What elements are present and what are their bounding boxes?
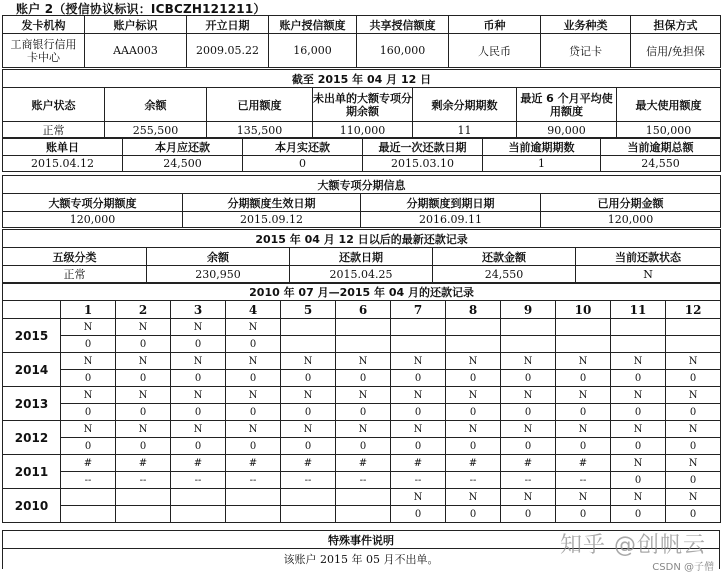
value-due-amount: 24,500 (123, 156, 243, 172)
status-cell: N (61, 353, 116, 370)
status-cell: N (501, 353, 556, 370)
amount-cell: 0 (116, 336, 171, 353)
amount-cell: 0 (611, 438, 666, 455)
amount-cell: 0 (666, 438, 721, 455)
status-cell: # (336, 455, 391, 472)
account-title: 账户 2（授信协议标识：ICBCZH121211） (16, 2, 266, 16)
month-header: 5 (281, 301, 336, 319)
month-header: 1 (61, 301, 116, 319)
value-repay-amount: 24,550 (433, 266, 576, 283)
amount-cell: 0 (171, 438, 226, 455)
amount-cell: 0 (116, 438, 171, 455)
month-header: 11 (611, 301, 666, 319)
status-cell: N (391, 387, 446, 404)
history-status-row (3, 421, 721, 438)
header-card-issuer: 发卡机构 (3, 16, 85, 34)
month-header: 4 (226, 301, 281, 319)
status-cell: N (666, 353, 721, 370)
amount-cell (281, 336, 336, 353)
status-cell: # (556, 455, 611, 472)
status-cell: N (501, 421, 556, 438)
status-cell: N (281, 387, 336, 404)
status-cell: N (226, 353, 281, 370)
month-header: 7 (391, 301, 446, 319)
status-cell (281, 319, 336, 336)
special-title: 特殊事件说明 (3, 531, 720, 549)
amount-cell (171, 506, 226, 523)
status-cell (501, 319, 556, 336)
watermark-small: CSDN @子僧 (652, 562, 714, 573)
status-cell: N (611, 455, 666, 472)
amount-cell: 0 (391, 404, 446, 421)
status-cell: N (116, 319, 171, 336)
history-status-row (3, 387, 721, 404)
value-business-type: 贷记卡 (541, 34, 631, 68)
value-guarantee: 信用/免担保 (631, 34, 721, 68)
as-of-band (3, 70, 721, 88)
status-cell: N (171, 421, 226, 438)
repayment-history-table (2, 283, 721, 523)
status-cell: N (501, 387, 556, 404)
value-installment-limit: 120,000 (3, 212, 183, 228)
amount-cell: -- (226, 472, 281, 489)
amount-cell: -- (61, 472, 116, 489)
amount-cell: 0 (556, 404, 611, 421)
status-cell (336, 489, 391, 506)
amount-cell: 0 (391, 370, 446, 387)
status-cell: N (226, 387, 281, 404)
status-cell: N (666, 489, 721, 506)
status-cell: # (501, 455, 556, 472)
month-corner (3, 301, 61, 319)
value-balance: 255,500 (105, 122, 207, 139)
amount-cell: 0 (666, 506, 721, 523)
status-cell: N (116, 387, 171, 404)
header-installment-used: 已用分期金额 (541, 194, 721, 212)
month-header: 9 (501, 301, 556, 319)
latest-title: 2015 年 04 月 12 日以后的最新还款记录 (3, 230, 721, 248)
status-cell: # (116, 455, 171, 472)
status-cell: N (446, 489, 501, 506)
watermark: 知乎 @创帆云 (560, 533, 706, 558)
amount-cell: 0 (391, 438, 446, 455)
status-cell (226, 489, 281, 506)
amount-cell: -- (116, 472, 171, 489)
history-amount-row (3, 336, 721, 353)
status-cell: N (116, 421, 171, 438)
amount-cell: 0 (61, 336, 116, 353)
header-repay-status: 当前还款状态 (576, 248, 721, 266)
history-band (3, 284, 721, 301)
status-cell: N (501, 489, 556, 506)
month-header: 8 (446, 301, 501, 319)
amount-cell: 0 (501, 404, 556, 421)
amount-cell: 0 (61, 370, 116, 387)
history-status-row (3, 455, 721, 472)
value-account-status: 正常 (3, 122, 105, 139)
header-remaining-periods: 剩余分期期数 (413, 88, 517, 122)
history-amount-row (3, 506, 721, 523)
amount-cell: -- (281, 472, 336, 489)
amount-cell (116, 506, 171, 523)
status-header-row (3, 88, 721, 122)
status-cell: N (556, 421, 611, 438)
header-last-payment-date: 最近一次还款日期 (363, 138, 483, 156)
amount-cell (556, 336, 611, 353)
status-cell: N (556, 387, 611, 404)
header-overdue-periods: 当前逾期期数 (483, 138, 601, 156)
value-latest-balance: 230,950 (147, 266, 290, 283)
header-installment-limit: 大额专项分期额度 (3, 194, 183, 212)
amount-cell (281, 506, 336, 523)
history-amount-row (3, 438, 721, 455)
header-guarantee: 担保方式 (631, 16, 721, 34)
header-repay-date: 还款日期 (290, 248, 433, 266)
month-header-row (3, 301, 721, 319)
value-repay-date: 2015.04.25 (290, 266, 433, 283)
value-card-issuer: 工商银行信用卡中心 (3, 34, 85, 68)
amount-cell: 0 (116, 370, 171, 387)
amount-cell: 0 (446, 404, 501, 421)
value-remaining-periods: 11 (413, 122, 517, 139)
status-cell: N (171, 319, 226, 336)
status-cell: N (391, 353, 446, 370)
status-cell: N (171, 387, 226, 404)
amount-cell: 0 (171, 336, 226, 353)
status-cell (611, 319, 666, 336)
value-overdue-total: 24,550 (601, 156, 721, 172)
status-cell: # (171, 455, 226, 472)
amount-cell: 0 (61, 404, 116, 421)
latest-repayment-table (2, 229, 721, 283)
status-cell (61, 489, 116, 506)
amount-cell: 0 (61, 438, 116, 455)
as-of-title: 截至 2015 年 04 月 12 日 (3, 70, 721, 88)
status-value-row (3, 122, 721, 139)
amount-cell: 0 (556, 370, 611, 387)
installment-band (3, 176, 721, 194)
year-label: 2010 (3, 489, 61, 523)
history-status-row (3, 353, 721, 370)
value-currency: 人民币 (449, 34, 541, 68)
installment-header-row (3, 194, 721, 212)
month-header: 12 (666, 301, 721, 319)
amount-cell: -- (171, 472, 226, 489)
billing-table (2, 137, 721, 172)
amount-cell: 0 (336, 370, 391, 387)
value-paid-amount: 0 (243, 156, 363, 172)
value-avg-usage: 90,000 (517, 122, 617, 139)
status-cell: N (61, 319, 116, 336)
status-cell: N (446, 387, 501, 404)
amount-cell: 0 (171, 404, 226, 421)
value-installment-used: 120,000 (541, 212, 721, 228)
status-cell (171, 489, 226, 506)
amount-cell: 0 (336, 438, 391, 455)
status-cell: N (391, 489, 446, 506)
status-cell: N (116, 353, 171, 370)
value-credit-limit: 16,000 (269, 34, 357, 68)
value-installment-start: 2015.09.12 (183, 212, 361, 228)
status-cell: N (611, 353, 666, 370)
header-overdue-total: 当前逾期总额 (601, 138, 721, 156)
status-cell: N (556, 353, 611, 370)
history-amount-row (3, 404, 721, 421)
amount-cell: 0 (226, 370, 281, 387)
amount-cell: -- (556, 472, 611, 489)
installment-table (2, 175, 721, 228)
value-used-limit: 135,500 (207, 122, 313, 139)
amount-cell (336, 506, 391, 523)
amount-cell (611, 336, 666, 353)
amount-cell: 0 (281, 404, 336, 421)
status-cell: N (336, 387, 391, 404)
status-cell (336, 319, 391, 336)
value-shared-limit: 160,000 (357, 34, 449, 68)
header-account-id: 账户标识 (85, 16, 187, 34)
amount-cell: 0 (446, 370, 501, 387)
installment-title: 大额专项分期信息 (3, 176, 721, 194)
status-cell: N (336, 421, 391, 438)
status-cell: N (611, 387, 666, 404)
header-open-date: 开立日期 (187, 16, 269, 34)
amount-cell (501, 336, 556, 353)
status-cell: N (281, 421, 336, 438)
amount-cell: 0 (666, 472, 721, 489)
history-amount-row (3, 370, 721, 387)
amount-cell: 0 (446, 506, 501, 523)
month-header: 3 (171, 301, 226, 319)
header-shared-limit: 共享授信额度 (357, 16, 449, 34)
header-bill-date: 账单日 (3, 138, 123, 156)
amount-cell: 0 (171, 370, 226, 387)
amount-cell: 0 (226, 336, 281, 353)
amount-cell: 0 (556, 506, 611, 523)
header-balance: 余额 (105, 88, 207, 122)
status-cell (446, 319, 501, 336)
amount-cell: 0 (336, 404, 391, 421)
value-five-class: 正常 (3, 266, 147, 283)
header-credit-limit: 账户授信额度 (269, 16, 357, 34)
amount-cell: 0 (226, 438, 281, 455)
header-installment-start: 分期额度生效日期 (183, 194, 361, 212)
status-cell: N (446, 421, 501, 438)
amount-cell: 0 (391, 506, 446, 523)
amount-cell (446, 336, 501, 353)
status-cell: N (61, 421, 116, 438)
header-max-usage: 最大使用额度 (617, 88, 721, 122)
status-cell: N (666, 421, 721, 438)
amount-cell (61, 506, 116, 523)
year-label: 2011 (3, 455, 61, 489)
month-header: 6 (336, 301, 391, 319)
year-label: 2013 (3, 387, 61, 421)
amount-cell: 0 (611, 370, 666, 387)
amount-cell: 0 (501, 506, 556, 523)
special-text: 该账户 2015 年 05 月不出单。 (3, 549, 720, 569)
billing-header-row (3, 138, 721, 156)
header-paid-amount: 本月实还款 (243, 138, 363, 156)
latest-band (3, 230, 721, 248)
amount-cell: 0 (501, 438, 556, 455)
header-latest-balance: 余额 (147, 248, 290, 266)
status-cell (116, 489, 171, 506)
value-unbilled-installment: 110,000 (313, 122, 413, 139)
amount-cell: -- (336, 472, 391, 489)
header-business-type: 业务种类 (541, 16, 631, 34)
latest-header-row (3, 248, 721, 266)
status-cell (556, 319, 611, 336)
header-repay-amount: 还款金额 (433, 248, 576, 266)
value-account-id: AAA003 (85, 34, 187, 68)
value-last-payment-date: 2015.03.10 (363, 156, 483, 172)
status-cell: N (226, 421, 281, 438)
header-avg-usage: 最近 6 个月平均使用额度 (517, 88, 617, 122)
status-cell: N (666, 387, 721, 404)
status-cell: # (446, 455, 501, 472)
value-overdue-periods: 1 (483, 156, 601, 172)
billing-value-row (3, 156, 721, 172)
amount-cell: 0 (556, 438, 611, 455)
value-installment-end: 2016.09.11 (361, 212, 541, 228)
year-label: 2012 (3, 421, 61, 455)
status-cell: N (336, 353, 391, 370)
status-cell (666, 319, 721, 336)
header-due-amount: 本月应还款 (123, 138, 243, 156)
status-table (2, 69, 721, 139)
amount-cell: -- (501, 472, 556, 489)
month-header: 10 (556, 301, 611, 319)
amount-cell: 0 (116, 404, 171, 421)
amount-cell: 0 (611, 506, 666, 523)
header-five-class: 五级分类 (3, 248, 147, 266)
value-open-date: 2009.05.22 (187, 34, 269, 68)
value-max-usage: 150,000 (617, 122, 721, 139)
status-cell: N (611, 489, 666, 506)
amount-cell (666, 336, 721, 353)
amount-cell: 0 (226, 404, 281, 421)
status-cell (281, 489, 336, 506)
amount-cell: 0 (446, 438, 501, 455)
status-cell: N (281, 353, 336, 370)
history-amount-row (3, 472, 721, 489)
amount-cell: 0 (666, 370, 721, 387)
amount-cell: 0 (501, 370, 556, 387)
amount-cell: -- (391, 472, 446, 489)
status-cell: N (611, 421, 666, 438)
amount-cell (226, 506, 281, 523)
status-cell: N (446, 353, 501, 370)
status-cell (391, 319, 446, 336)
amount-cell: 0 (611, 472, 666, 489)
status-cell: N (556, 489, 611, 506)
amount-cell (391, 336, 446, 353)
status-cell: # (281, 455, 336, 472)
history-status-row (3, 489, 721, 506)
history-title: 2010 年 07 月—2015 年 04 月的还款记录 (3, 284, 721, 301)
header-account-status: 账户状态 (3, 88, 105, 122)
status-cell: # (226, 455, 281, 472)
header-used-limit: 已用额度 (207, 88, 313, 122)
year-label: 2014 (3, 353, 61, 387)
year-label: 2015 (3, 319, 61, 353)
value-bill-date: 2015.04.12 (3, 156, 123, 172)
status-cell: # (61, 455, 116, 472)
account-info-header-row (3, 16, 721, 34)
latest-value-row (3, 266, 721, 283)
installment-value-row (3, 212, 721, 228)
header-unbilled-installment: 未出单的大额专项分期余额 (313, 88, 413, 122)
value-repay-status: N (576, 266, 721, 283)
status-cell: # (391, 455, 446, 472)
month-header: 2 (116, 301, 171, 319)
amount-cell: 0 (666, 404, 721, 421)
amount-cell: 0 (611, 404, 666, 421)
status-cell: N (171, 353, 226, 370)
account-info-value-row (3, 34, 721, 68)
account-info-table (2, 15, 721, 68)
amount-cell: 0 (281, 438, 336, 455)
header-installment-end: 分期额度到期日期 (361, 194, 541, 212)
amount-cell: 0 (281, 370, 336, 387)
status-cell: N (226, 319, 281, 336)
status-cell: N (666, 455, 721, 472)
amount-cell: -- (446, 472, 501, 489)
status-cell: N (391, 421, 446, 438)
amount-cell (336, 336, 391, 353)
header-currency: 币种 (449, 16, 541, 34)
history-status-row (3, 319, 721, 336)
status-cell: N (61, 387, 116, 404)
